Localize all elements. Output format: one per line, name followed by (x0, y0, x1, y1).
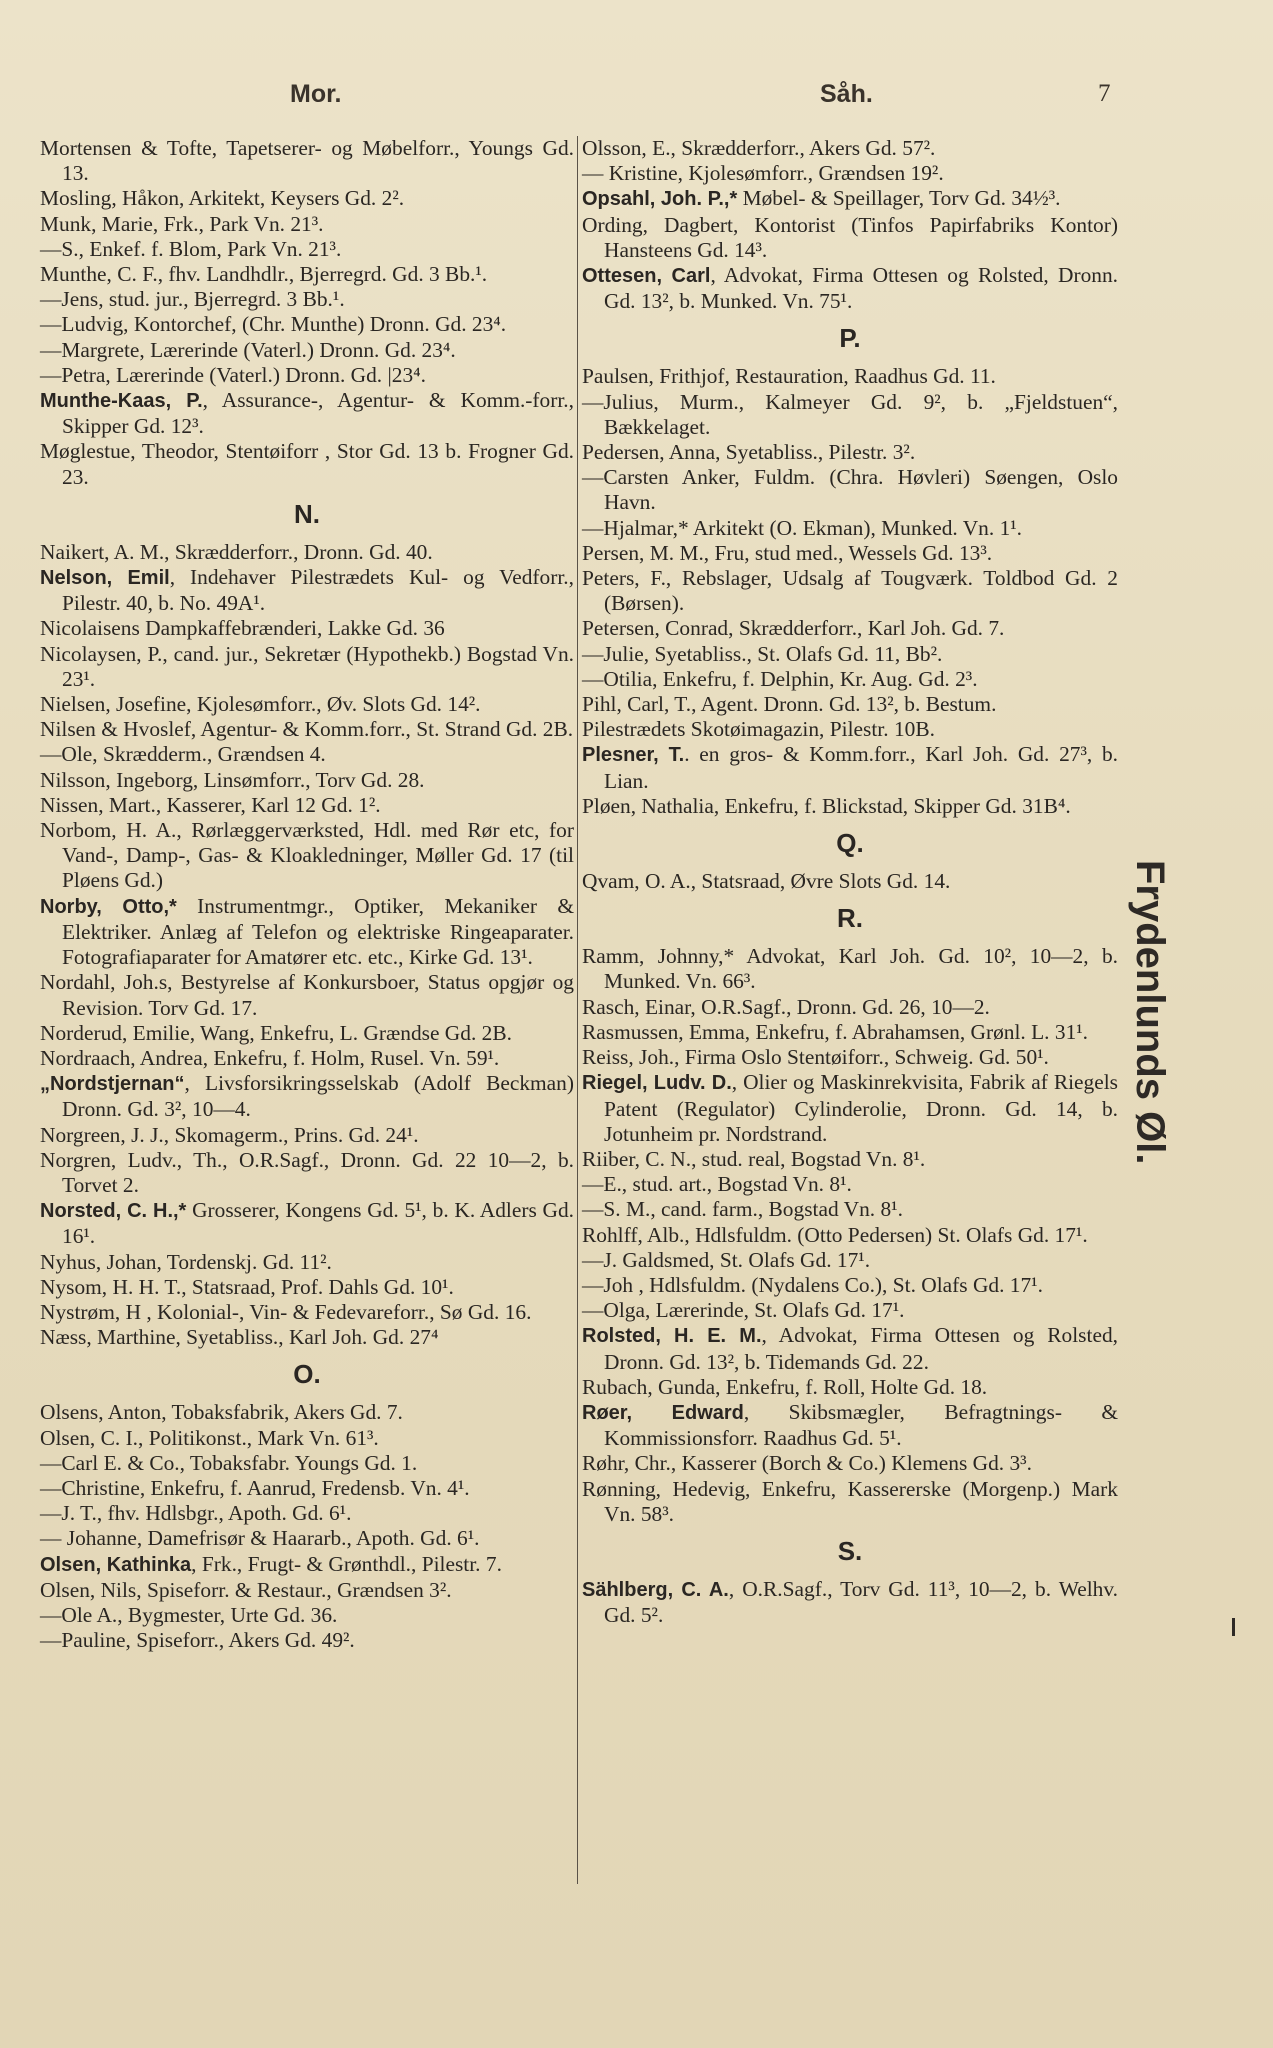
directory-entry (40, 1400, 574, 1425)
entry-text: Reiss, Joh., Firma Oslo Stentøiforr., Schweig. Gd. 50¹. (582, 1045, 1049, 1070)
entry-name-bold: Norsted, C. H.,* (40, 1200, 187, 1223)
entry-text: Nystrøm, H , Kolonial-, Vin- & Fedevareforr., Sø Gd. 16. (40, 1299, 532, 1324)
entry-text: Naikert, A. M., Skrædderforr., Dronn. Gd. 40. (40, 539, 433, 564)
entry-text: Møbel- & Speillager, Torv Gd. 34½³. (737, 186, 1061, 211)
entry-text: Persen, M. M., Fru, stud med., Wessels Gd. 13³. (582, 540, 993, 565)
directory-entry (40, 186, 574, 211)
directory-entry (582, 742, 1118, 793)
entry-text: —Christine, Enkefru, f. Aanrud, Fredensb. Vn. 4¹. (40, 1475, 470, 1500)
directory-entry (582, 1577, 1118, 1628)
entry-text: , Advokat, Firma Ottesen og Rolsted, Dronn. Gd. 13², b. Munked. Vn. 75¹. (604, 263, 1119, 314)
directory-entry (582, 794, 1118, 819)
section-letter: N. (294, 498, 320, 529)
entry-name-bold: Riegel, Ludv. D. (582, 1072, 732, 1095)
directory-entry (40, 1198, 574, 1249)
directory-entry (40, 793, 574, 818)
entry-text: Nordahl, Joh.s, Bestyrelse af Konkursboer, Status opgjør og Revision. Torv Gd. 17. (40, 970, 574, 1020)
entry-text: , Olier og Maskinrekvisita, Fabrik af Riegels Patent (Regulator) Cylinderolie, Dronn. Gd. 14, b. Jotunheim pr. Nordstrand. (604, 1070, 1118, 1146)
entry-text: Qvam, O. A., Statsraad, Øvre Slots Gd. 14. (582, 869, 951, 894)
directory-entry (582, 642, 1118, 667)
entry-text: Instrumentmgr., Optiker, Mekaniker & Elektriker. Anlæg af Telefon og elektriske Ringeaparater. Fotografiaparater for Amatører etc. etc., Kirke Gd. 13¹. (62, 893, 574, 970)
entry-text: Ramm, Johnny,* Advokat, Karl Joh. Gd. 10², 10—2, b. Munked. Vn. 66³. (582, 944, 1118, 994)
directory-entry (40, 1046, 574, 1071)
directory-entry (582, 1070, 1118, 1147)
entry-text: Norgreen, J. J., Skomagerm., Prins. Gd. 24¹. (40, 1122, 419, 1147)
directory-entry (582, 364, 1118, 389)
directory-entry (582, 616, 1118, 641)
directory-entry (582, 186, 1118, 212)
entry-text: , Frk., Frugt- & Grønthdl., Pilestr. 7. (191, 1551, 502, 1576)
directory-entry (582, 541, 1118, 566)
entry-text: —S. M., cand. farm., Bogstad Vn. 8¹. (582, 1197, 903, 1222)
directory-entry (40, 642, 574, 692)
entry-text: , Advokat, Firma Ottesen og Rolsted, Dronn. Gd. 13², b. Tidemands Gd. 22. (604, 1323, 1118, 1374)
directory-entry (40, 212, 574, 237)
directory-entry (40, 136, 574, 186)
entry-name-bold: Rolsted, H. E. M. (582, 1325, 762, 1348)
page-header (0, 80, 1273, 116)
entry-text: Pihl, Carl, T., Agent. Dronn. Gd. 13², b. Bestum. (582, 692, 997, 717)
entry-text: Rohlff, Alb., Hdlsfuldm. (Otto Pedersen) St. Olafs Gd. 17¹. (582, 1222, 1088, 1247)
directory-entry (582, 717, 1118, 742)
directory-entry (40, 742, 574, 767)
entry-text: Rubach, Gunda, Enkefru, f. Roll, Holte Gd. 18. (582, 1374, 988, 1399)
entry-text: Nissen, Mart., Kasserer, Karl 12 Gd. 1². (40, 792, 381, 817)
entry-text: —Olga, Lærerinde, St. Olafs Gd. 17¹. (582, 1298, 905, 1323)
directory-entry (582, 1298, 1118, 1323)
entry-text: Nicolaysen, P., cand. jur., Sekretær (Hypothekb.) Bogstad Vn. 23¹. (40, 641, 574, 691)
directory-entry (582, 213, 1118, 263)
entry-name-bold: Nelson, Emil (40, 567, 170, 590)
entry-text: —Julius, Murm., Kalmeyer Gd. 9², b. „Fjeldstuen“, Bækkelaget. (582, 389, 1118, 439)
column-divider (577, 136, 578, 1884)
header-range-start: Mor. (290, 80, 342, 108)
margin-mark (1232, 1618, 1235, 1636)
side-advertisement: Frydenlunds Øl. (1128, 860, 1172, 1165)
entry-text: —E., stud. art., Bogstad Vn. 8¹. (582, 1172, 852, 1197)
directory-entry (40, 237, 574, 262)
entry-name-bold: Plesner, T. (582, 744, 685, 767)
entry-text: —Hjalmar,* Arkitekt (O. Ekman), Munked. Vn. 1¹. (582, 515, 1023, 540)
directory-entry (582, 1020, 1118, 1045)
directory-entry (582, 136, 1118, 161)
entry-text: Riiber, C. N., stud. real, Bogstad Vn. 8¹. (582, 1146, 926, 1171)
entry-text: —J. T., fhv. Hdlsbgr., Apoth. Gd. 6¹. (40, 1501, 352, 1526)
section-letter: S. (837, 1535, 863, 1566)
directory-entry (582, 390, 1118, 440)
section-letter: P. (839, 323, 861, 354)
entry-text: —J. Galdsmed, St. Olafs Gd. 17¹. (582, 1247, 871, 1272)
entry-text: —Julie, Syetabliss., St. Olafs Gd. 11, Bb². (582, 641, 943, 666)
directory-entry (40, 338, 574, 363)
directory-entry (40, 616, 574, 641)
directory-entry (40, 1071, 574, 1122)
entry-text: Norgren, Ludv., Th., O.R.Sagf., Dronn. Gd. 22 10—2, b. Torvet 2. (40, 1147, 574, 1197)
directory-entry (40, 1628, 574, 1653)
directory-entry (582, 440, 1118, 465)
directory-entry (582, 1375, 1118, 1400)
directory-entry (40, 540, 574, 565)
directory-entry (40, 1501, 574, 1526)
entry-text: —Ole, Skrædderm., Grændsen 4. (40, 742, 326, 767)
directory-entry (40, 312, 574, 337)
entry-text: Norderud, Emilie, Wang, Enkefru, L. Grændse Gd. 2B. (40, 1020, 512, 1045)
entry-text: Pløen, Nathalia, Enkefru, f. Blickstad, Skipper Gd. 31B⁴. (582, 793, 1071, 818)
entry-text: . en gros- & Komm.forr., Karl Joh. Gd. 27³, b. Lian. (604, 742, 1118, 793)
entry-text: Møglestue, Theodor, Stentøiforr , Stor Gd. 13 b. Frogner Gd. 23. (40, 439, 574, 489)
entry-text: —Margrete, Lærerinde (Vaterl.) Dronn. Gd. 23⁴. (40, 337, 456, 362)
entry-text: Nordraach, Andrea, Enkefru, f. Holm, Rusel. Vn. 59¹. (40, 1045, 500, 1070)
entry-text: Røhr, Chr., Kasserer (Borch & Co.) Klemens Gd. 3³. (582, 1451, 1032, 1476)
entry-text: , O.R.Sagf., Torv Gd. 11³, 10—2, b. Welhv. Gd. 5². (604, 1576, 1118, 1628)
directory-entry (40, 1148, 574, 1198)
entry-text: Norbom, H. A., Rørlæggerværksted, Hdl. med Rør etc, for Vand-, Damp-, Gas- & Kloakledninger, Møller Gd. 17 (til Pløens Gd.) (40, 818, 574, 893)
entry-text: Rønning, Hedevig, Enkefru, Kassererske (Morgenp.) Mark Vn. 58³. (582, 1476, 1118, 1526)
entry-text: Olsens, Anton, Tobaksfabrik, Akers Gd. 7. (40, 1400, 403, 1425)
entry-text: , Indehaver Pilestrædets Kul- og Vedforr., Pilestr. 40, b. No. 49A¹. (62, 565, 575, 616)
directory-entry (40, 1275, 574, 1300)
entry-text: —Petra, Lærerinde (Vaterl.) Dronn. Gd. |23⁴. (40, 362, 426, 387)
directory-entry (582, 869, 1118, 894)
directory-entry (582, 995, 1118, 1020)
page-number: 7 (1098, 80, 1111, 107)
directory-entry (40, 1250, 574, 1275)
entry-text: Rasch, Einar, O.R.Sagf., Dronn. Gd. 26, 10—2. (582, 994, 990, 1019)
directory-entry (582, 1147, 1118, 1172)
directory-entry (582, 1323, 1118, 1374)
directory-entry (40, 1325, 574, 1350)
directory-entry (40, 1526, 574, 1551)
entry-text: Nysom, H. H. T., Statsraad, Prof. Dahls Gd. 10¹. (40, 1274, 454, 1299)
entry-text: Olsen, Nils, Spiseforr. & Restaur., Grændsen 3². (40, 1577, 452, 1602)
directory-entry (582, 1273, 1118, 1298)
directory-entry (582, 1172, 1118, 1197)
section-letter: O. (293, 1359, 321, 1390)
entry-text: Petersen, Conrad, Skrædderforr., Karl Joh. Gd. 7. (582, 616, 1005, 641)
right-column (582, 136, 1118, 1628)
directory-entry (582, 566, 1118, 616)
entry-text: Nyhus, Johan, Tordenskj. Gd. 11². (40, 1249, 332, 1274)
directory-entry (40, 388, 574, 439)
directory-entry (582, 263, 1118, 314)
entry-text: Nielsen, Josefine, Kjolesømforr., Øv. Slots Gd. 14². (40, 692, 481, 717)
entry-text: Nilsson, Ingeborg, Linsømforr., Torv Gd. 28. (40, 767, 425, 792)
directory-entry (582, 1477, 1118, 1527)
directory-entry (582, 1451, 1118, 1476)
directory-entry (582, 667, 1118, 692)
entry-text: Olsson, E., Skrædderforr., Akers Gd. 57². (582, 136, 936, 160)
entry-text: Olsen, C. I., Politikonst., Mark Vn. 61³. (40, 1425, 379, 1450)
entry-name-bold: „Nordstjernan“ (40, 1073, 185, 1096)
directory-entry (582, 692, 1118, 717)
entry-text: —Otilia, Enkefru, f. Delphin, Kr. Aug. Gd. 2³. (582, 666, 978, 691)
entry-text: Munk, Marie, Frk., Park Vn. 21³. (40, 211, 324, 236)
directory-entry (40, 818, 574, 894)
entry-text: —Ludvig, Kontorchef, (Chr. Munthe) Dronn. Gd. 23⁴. (40, 312, 507, 337)
entry-text: Næss, Marthine, Syetabliss., Karl Joh. Gd. 27⁴ (40, 1325, 439, 1350)
directory-entry (40, 565, 574, 616)
entry-name-bold: Røer, Edward (582, 1401, 744, 1424)
entry-text: Pedersen, Anna, Syetabliss., Pilestr. 3². (582, 440, 916, 465)
entry-text: Nicolaisens Dampkaffebrænderi, Lakke Gd. 36 (40, 616, 445, 641)
entry-text: , Assurance-, Agentur- & Komm.-forr., Skipper Gd. 12³. (62, 388, 575, 439)
entry-text: Nilsen & Hvoslef, Agentur- & Komm.forr., St. Strand Gd. 2B. (40, 717, 574, 742)
entry-text: — Johanne, Damefrisør & Haararb., Apoth. Gd. 6¹. (40, 1526, 480, 1551)
entry-name-bold: Sählberg, C. A. (582, 1578, 729, 1601)
entry-text: —Pauline, Spiseforr., Akers Gd. 49². (40, 1628, 355, 1653)
directory-entry (40, 768, 574, 793)
directory-entry (40, 894, 574, 971)
directory-entry (582, 1197, 1118, 1222)
directory-entry (582, 1248, 1118, 1273)
entry-text: Paulsen, Frithjof, Restauration, Raadhus Gd. 11. (582, 364, 996, 389)
section-letter: R. (837, 903, 863, 934)
directory-entry (40, 717, 574, 742)
directory-entry (40, 1123, 574, 1148)
entry-text: Mortensen & Tofte, Tapetserer- og Møbelforr., Youngs Gd. 13. (40, 136, 574, 186)
entry-text: — Kristine, Kjolesømforr., Grændsen 19². (582, 161, 944, 186)
entry-text: , Skibsmægler, Befragtnings- & Kommissionsforr. Raadhus Gd. 5¹. (604, 1399, 1119, 1451)
entry-text: Ording, Dagbert, Kontorist (Tinfos Papirfabriks Kontor) Hansteens Gd. 14³. (582, 212, 1118, 262)
entry-text: Pilestrædets Skotøimagazin, Pilestr. 10B. (582, 717, 935, 742)
entry-text: Grosserer, Kongens Gd. 5¹, b. K. Adlers Gd. 16¹. (62, 1198, 574, 1249)
entry-text: —Jens, stud. jur., Bjerregrd. 3 Bb.¹. (40, 287, 345, 312)
directory-entry (40, 287, 574, 312)
entry-name-bold: Olsen, Kathinka (40, 1553, 192, 1576)
entry-name-bold: Norby, Otto,* (40, 895, 177, 918)
entry-name-bold: Ottesen, Carl (582, 265, 711, 288)
directory-entry (582, 516, 1118, 541)
directory-entry (40, 363, 574, 388)
entry-name-bold: Munthe-Kaas, P. (40, 390, 203, 413)
entry-text: —Ole A., Bygmester, Urte Gd. 36. (40, 1602, 338, 1627)
section-letter: Q. (836, 828, 864, 859)
entry-text: Munthe, C. F., fhv. Landhdlr., Bjerregrd. Gd. 3 Bb.¹. (40, 262, 488, 287)
directory-entry (40, 439, 574, 489)
header-range-end: Såh. (820, 80, 873, 108)
directory-entry (582, 1223, 1118, 1248)
entry-name-bold: Opsahl, Joh. P.,* (582, 188, 738, 211)
directory-entry (40, 262, 574, 287)
directory-entry (40, 1603, 574, 1628)
directory-entry (582, 465, 1118, 515)
directory-entry (582, 1400, 1118, 1451)
directory-entry (40, 1021, 574, 1046)
entry-text: Peters, F., Rebslager, Udsalg af Tougværk. Toldbod Gd. 2 (Børsen). (582, 566, 1118, 616)
directory-entry (40, 1552, 574, 1578)
left-column (40, 136, 574, 1653)
directory-entry (582, 1045, 1118, 1070)
entry-text: —Carsten Anker, Fuldm. (Chra. Høvleri) Søengen, Oslo Havn. (582, 465, 1118, 515)
directory-entry (40, 1578, 574, 1603)
directory-entry (582, 944, 1118, 994)
directory-entry (40, 1300, 574, 1325)
directory-entry (40, 1476, 574, 1501)
entry-text: —S., Enkef. f. Blom, Park Vn. 21³. (40, 236, 342, 261)
entry-text: , Livsforsikringsselskab (Adolf Beckman) Dronn. Gd. 3², 10—4. (62, 1071, 574, 1122)
directory-entry (40, 1426, 574, 1451)
entry-text: Mosling, Håkon, Arkitekt, Keysers Gd. 2². (40, 186, 405, 211)
entry-text: —Carl E. & Co., Tobaksfabr. Youngs Gd. 1. (40, 1450, 418, 1475)
directory-entry (582, 161, 1118, 186)
directory-entry (40, 692, 574, 717)
directory-entry (40, 1451, 574, 1476)
entry-text: Rasmussen, Emma, Enkefru, f. Abrahamsen, Grønl. L. 31¹. (582, 1019, 1089, 1044)
directory-entry (40, 970, 574, 1020)
entry-text: —Joh , Hdlsfuldm. (Nydalens Co.), St. Olafs Gd. 17¹. (582, 1272, 1043, 1297)
